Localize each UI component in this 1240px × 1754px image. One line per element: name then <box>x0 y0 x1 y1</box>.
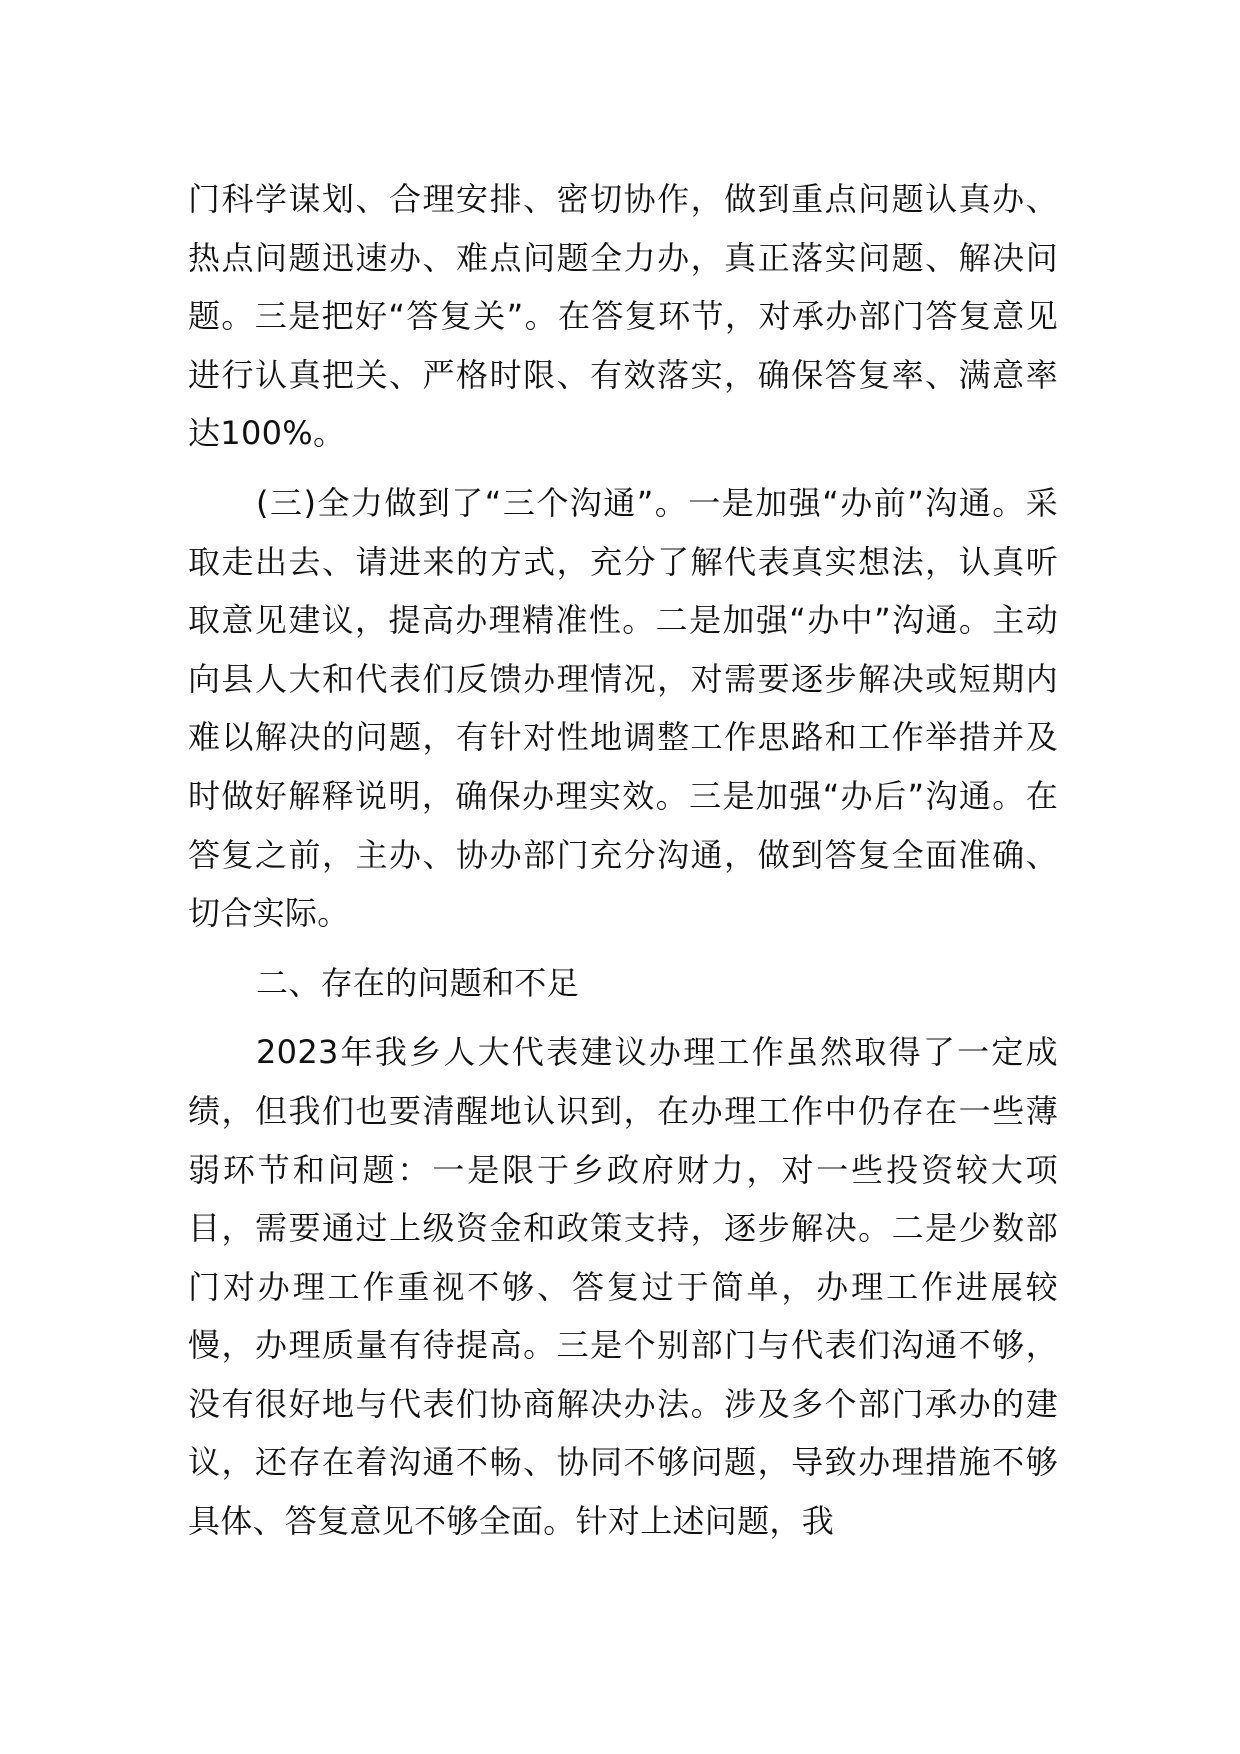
paragraph-three-communications: (三)全力做到了“三个沟通”。一是加强“办前”沟通。采取走出去、请进来的方式，充分了解代表真实想法，认真听取意见建议，提高办理精准性。二是加强“办中”沟通。主动向县人大和代表们反馈办理情况，对需要逐步解决或短期内难以解决的问题，有针对性地调整工作思路和工作举措并及时做好解释说明，确保办理实效。三是加强“办后”沟通。在答复之前，主办、协办部门充分沟通，做到答复全面准确、切合实际。 <box>188 483 1058 933</box>
document-body <box>188 170 1058 1551</box>
section-heading-problems: 二、存在的问题和不足 <box>256 963 580 1002</box>
paragraph-problems: 2023年我乡人大代表建议办理工作虽然取得了一定成绩，但我们也要清醒地认识到，在办理工作中仍存在一些薄弱环节和问题：一是限于乡政府财力，对一些投资较大项目，需要通过上级资金和政策支持，逐步解决。二是少数部门对办理工作重视不够、答复过于简单，办理工作进展较慢，办理质量有待提高。三是个别部门与代表们沟通不够，没有很好地与代表们协商解决办法。涉及多个部门承办的建议，还存在着沟通不畅、协同不够问题，导致办理措施不够具体、答复意见不够全面。针对上述问题，我 <box>188 1033 1058 1541</box>
paragraph-continuation: 门科学谋划、合理安排、密切协作，做到重点问题认真办、热点问题迅速办、难点问题全力办，真正落实问题、解决问题。三是把好“答复关”。在答复环节，对承办部门答复意见进行认真把关、严格时限、有效落实，确保答复率、满意率达100%。 <box>188 180 1058 453</box>
paragraph-gap <box>188 1012 1058 1023</box>
paragraph-gap <box>188 463 1058 474</box>
paragraph-gap <box>188 943 1058 954</box>
